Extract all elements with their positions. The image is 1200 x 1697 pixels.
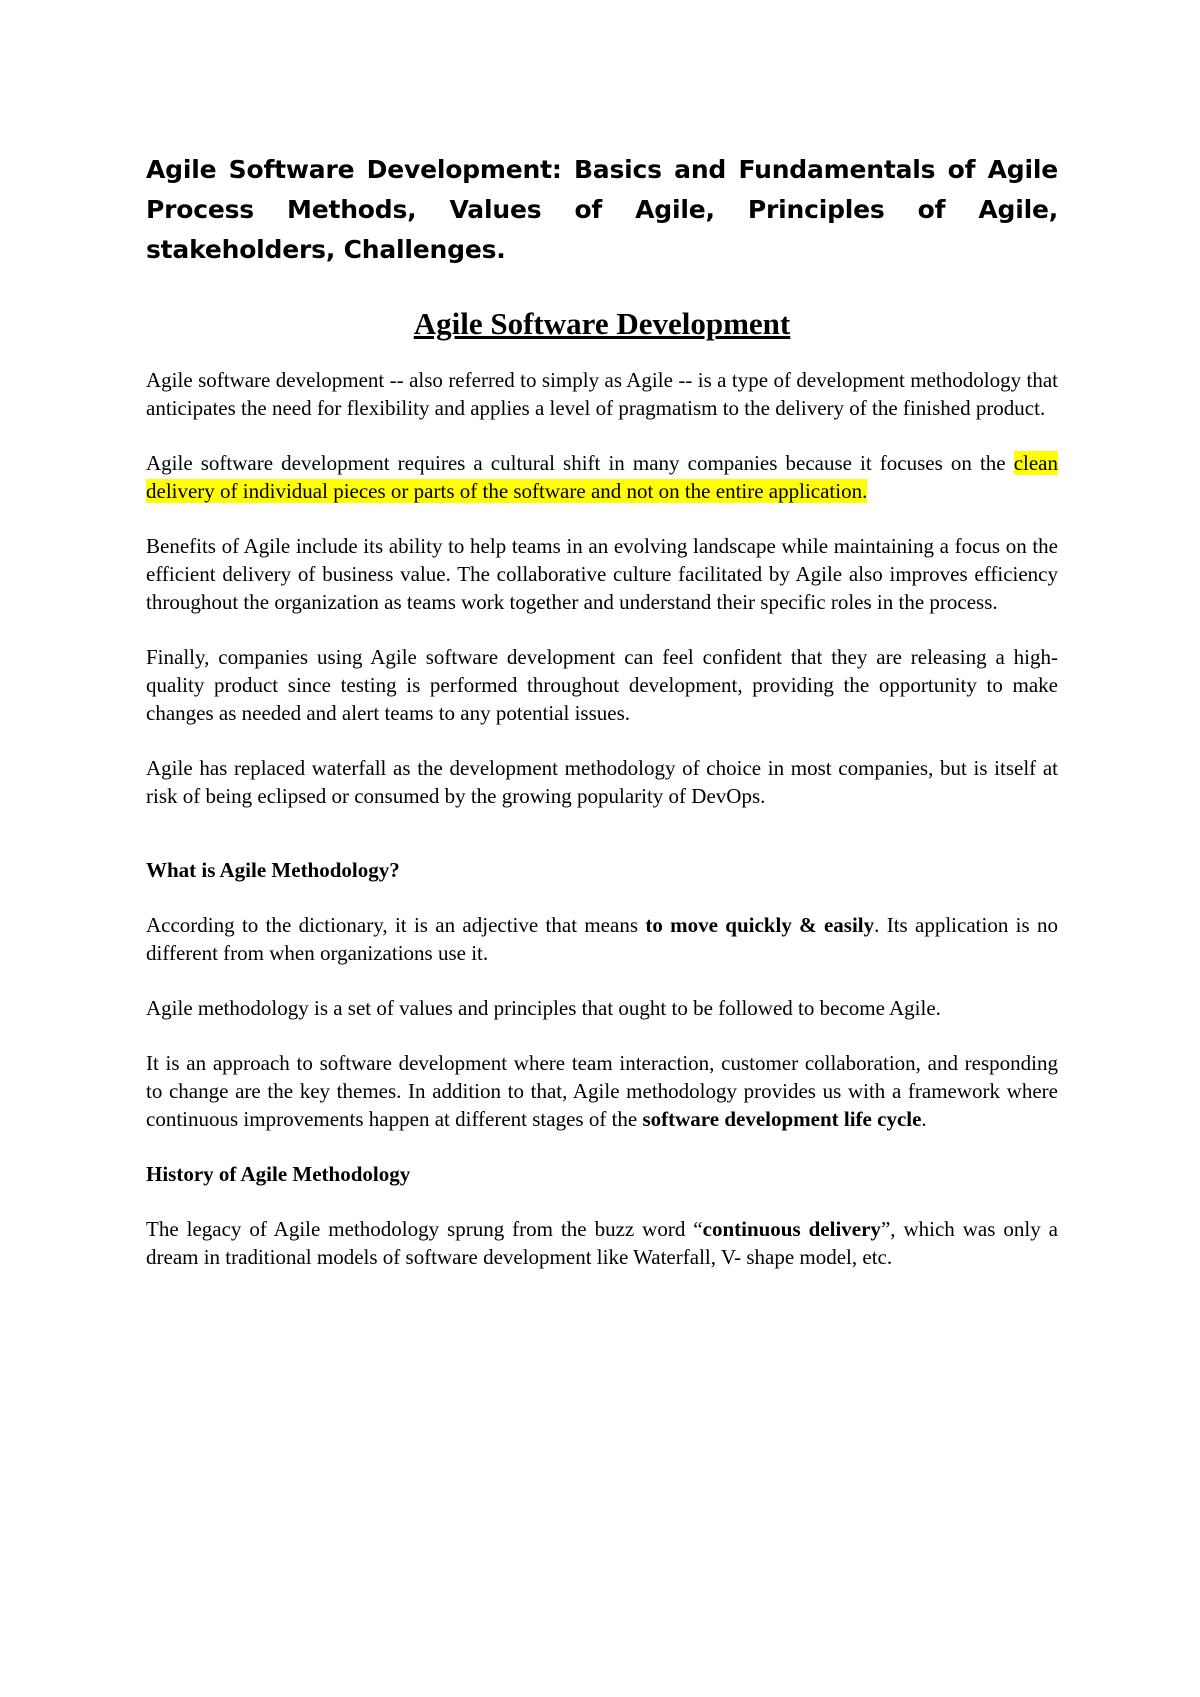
paragraph-text: It is an approach to software development where team interaction, customer collaboration, and responding to change are the key themes. In addition to that, Agile methodology provides us with a framework where continuous improvements happen at different stages of the [146, 1051, 1058, 1131]
heading-history: History of Agile Methodology [146, 1162, 411, 1186]
paragraph-finally: Finally, companies using Agile software development can feel confident that they are releasing a high-quality product since testing is performed throughout development, providing the opportunity to make changes as needed and alert teams to any potential issues. [146, 645, 1058, 725]
bold-text: to move quickly & easily [645, 913, 875, 937]
paragraph-text: . [921, 1107, 927, 1131]
section-heading: Agile Software Development [413, 306, 791, 341]
paragraph-intro: Agile software development -- also referred to simply as Agile -- is a type of development methodology that anticipates the need for flexibility and applies a level of pragmatism to the delivery of the finished product. [146, 368, 1058, 420]
paragraph-text: . Its application is no different from when organizations use it. [146, 913, 1058, 965]
highlighted-text: clean delivery of individual pieces or parts of the software and not on the entire application. [146, 451, 1058, 503]
document-title: Agile Software Development: Basics and Fundamentals of Agile Process Methods, Values of Agile, Principles of Agile, stakeholders, Challenges. [146, 155, 1058, 264]
document-content [146, 150, 1058, 1298]
paragraph-text: The legacy of Agile methodology sprung from the buzz word “ [146, 1217, 703, 1241]
paragraph-text: Agile software development requires a cultural shift in many companies because it focuses on the [146, 451, 1014, 475]
bold-text: continuous delivery [702, 1217, 881, 1241]
paragraph-cultural-shift [146, 449, 1058, 505]
paragraph-values-principles: Agile methodology is a set of values and principles that ought to be followed to become Agile. [146, 996, 941, 1020]
paragraph-approach [146, 1049, 1058, 1133]
heading-what-is-agile: What is Agile Methodology? [146, 858, 400, 882]
paragraph-benefits: Benefits of Agile include its ability to help teams in an evolving landscape while maintaining a focus on the efficient delivery of business value. The collaborative culture facilitated by Agile also improves efficiency throughout the organization as teams work together and understand their specific roles in the process. [146, 534, 1058, 614]
paragraph-text: ”, which was only a dream in traditional models of software development like Waterfall, V- shape model, etc. [146, 1217, 1058, 1269]
paragraph-legacy [146, 1215, 1058, 1271]
paragraph-text: According to the dictionary, it is an adjective that means [146, 913, 646, 937]
bold-text: software development life cycle [642, 1107, 922, 1131]
paragraph-dictionary [146, 911, 1058, 967]
paragraph-devops: Agile has replaced waterfall as the development methodology of choice in most companies, but is itself at risk of being eclipsed or consumed by the growing popularity of DevOps. [146, 756, 1058, 808]
